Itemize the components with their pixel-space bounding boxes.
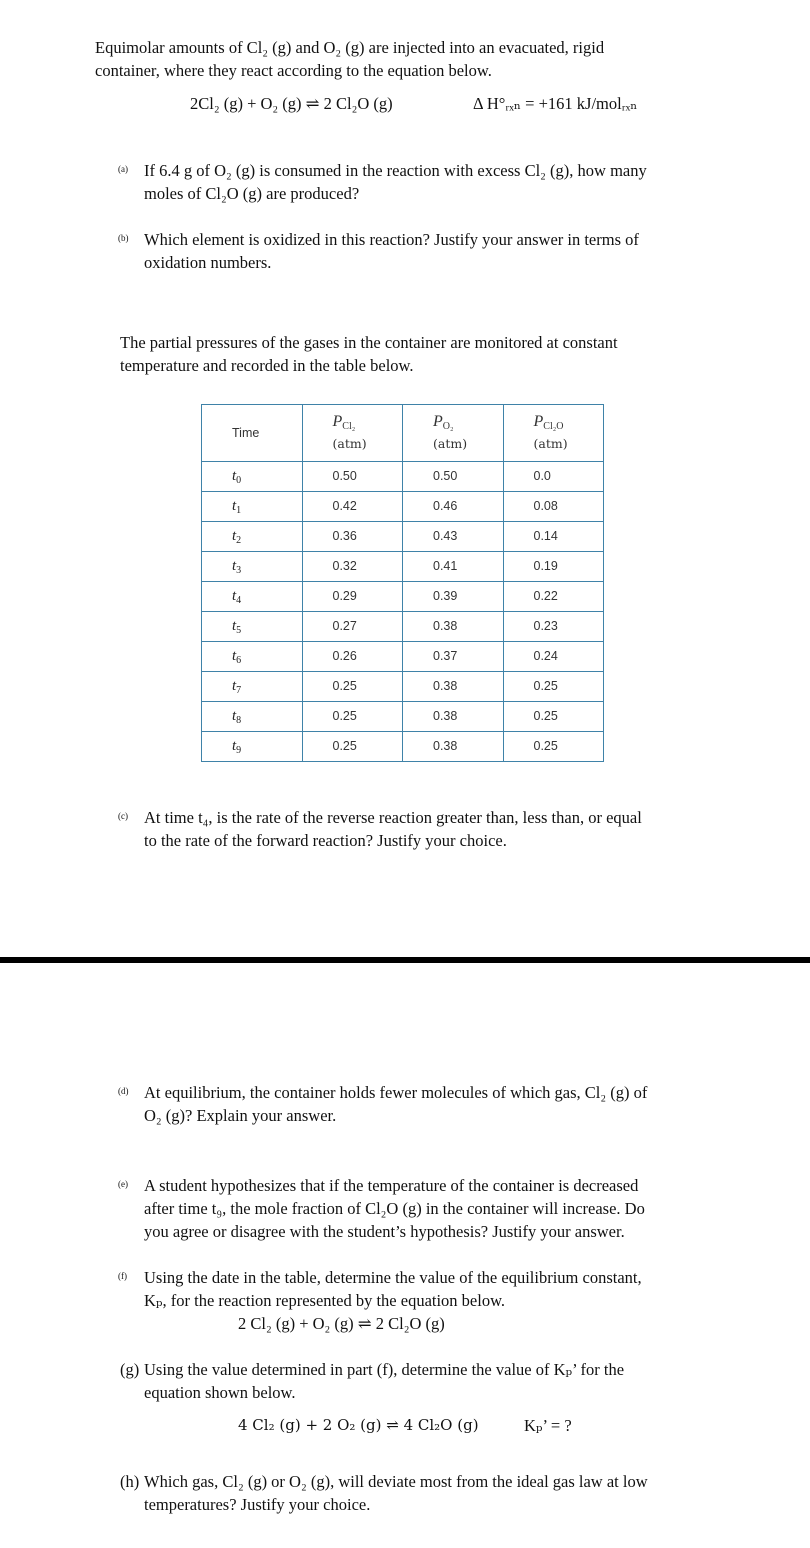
question-g-label: (g) bbox=[120, 1360, 140, 1379]
time-symbol: t bbox=[232, 588, 237, 604]
table-row bbox=[202, 732, 604, 762]
time-index: 6 bbox=[236, 655, 242, 666]
question-h bbox=[120, 1470, 720, 1516]
table-row bbox=[202, 552, 604, 582]
question-e bbox=[120, 1174, 720, 1243]
table-intro-line-2: temperature and recorded in the table below. bbox=[120, 356, 414, 375]
question-c-line-1: At time t₄, is the rate of the reverse reaction greater than, less than, or equal bbox=[144, 808, 642, 827]
question-f-line-1: Using the date in the table, determine the value of the equilibrium constant, bbox=[144, 1268, 642, 1287]
p-cl2-cell: 0.50 bbox=[302, 462, 403, 492]
question-g-line-2: equation shown below. bbox=[144, 1383, 296, 1402]
reaction-enthalpy: Δ H°ᵣₓₙ = +161 kJ/molᵣₓₙ bbox=[473, 94, 638, 113]
table-intro bbox=[120, 331, 740, 377]
time-cell bbox=[202, 672, 303, 702]
question-b-line-1: Which element is oxidized in this reaction? Justify your answer in terms of bbox=[144, 230, 639, 249]
time-cell bbox=[202, 702, 303, 732]
header-p-cl2o-symbol: P bbox=[533, 413, 544, 430]
time-index: 2 bbox=[236, 535, 242, 546]
p-o2-cell: 0.38 bbox=[403, 732, 504, 762]
question-e-line-2: after time t₉, the mole fraction of Cl₂O (g) in the container will increase. Do bbox=[144, 1199, 645, 1218]
header-p-o2-symbol: P bbox=[433, 413, 443, 430]
time-index: 8 bbox=[236, 715, 242, 726]
time-symbol: t bbox=[232, 708, 237, 724]
p-o2-cell: 0.46 bbox=[403, 492, 504, 522]
time-index: 9 bbox=[236, 745, 242, 756]
p-o2-cell: 0.39 bbox=[403, 582, 504, 612]
p-o2-cell: 0.43 bbox=[403, 522, 504, 552]
time-index: 5 bbox=[236, 625, 242, 636]
intro-paragraph bbox=[95, 36, 735, 82]
time-symbol: t bbox=[232, 678, 237, 694]
table-intro-line-1: The partial pressures of the gases in the container are monitored at constant bbox=[120, 333, 618, 352]
time-index: 3 bbox=[236, 565, 242, 576]
header-p-cl2o bbox=[503, 405, 604, 462]
partial-pressure-table bbox=[201, 404, 604, 762]
question-h-line-1: Which gas, Cl₂ (g) or O₂ (g), will deviate most from the ideal gas law at low bbox=[144, 1472, 648, 1491]
table-row bbox=[202, 702, 604, 732]
table-row bbox=[202, 612, 604, 642]
time-symbol: t bbox=[232, 618, 237, 634]
table-row bbox=[202, 462, 604, 492]
question-b-label: (b) bbox=[118, 233, 129, 243]
question-c bbox=[120, 806, 720, 852]
header-p-cl2o-sub: Cl₂O bbox=[543, 421, 564, 432]
time-cell bbox=[202, 612, 303, 642]
header-p-cl2 bbox=[302, 405, 403, 462]
question-d-line-2: O₂ (g)? Explain your answer. bbox=[144, 1106, 337, 1125]
question-a-line-1: If 6.4 g of O₂ (g) is consumed in the reaction with excess Cl₂ (g), how many bbox=[144, 161, 647, 180]
header-p-cl2-unit: (atm) bbox=[332, 436, 367, 451]
time-cell bbox=[202, 732, 303, 762]
time-symbol: t bbox=[232, 648, 237, 664]
table-row bbox=[202, 582, 604, 612]
time-symbol: t bbox=[232, 498, 237, 514]
time-cell bbox=[202, 522, 303, 552]
p-o2-cell: 0.38 bbox=[403, 672, 504, 702]
header-p-cl2-sub: Cl₂ bbox=[342, 421, 356, 432]
question-a-line-2: moles of Cl₂O (g) are produced? bbox=[144, 184, 360, 203]
p-o2-cell: 0.38 bbox=[403, 702, 504, 732]
table-row bbox=[202, 672, 604, 702]
time-symbol: t bbox=[232, 738, 237, 754]
p-cl2o-cell: 0.08 bbox=[503, 492, 604, 522]
p-cl2o-cell: 0.14 bbox=[503, 522, 604, 552]
question-f-equation: 2 Cl₂ (g) + O₂ (g) ⇌ 2 Cl₂O (g) bbox=[238, 1314, 445, 1333]
question-e-line-1: A student hypothesizes that if the temperature of the container is decreased bbox=[144, 1176, 639, 1195]
question-a bbox=[120, 159, 720, 205]
intro-line-2: container, where they react according to the equation below. bbox=[95, 61, 492, 80]
question-d-line-1: At equilibrium, the container holds fewer molecules of which gas, Cl₂ (g) of bbox=[144, 1083, 648, 1102]
p-cl2-cell: 0.32 bbox=[302, 552, 403, 582]
p-cl2o-cell: 0.25 bbox=[503, 672, 604, 702]
time-cell bbox=[202, 582, 303, 612]
intro-line-1: Equimolar amounts of Cl₂ (g) and O₂ (g) are injected into an evacuated, rigid bbox=[95, 38, 605, 57]
time-index: 1 bbox=[236, 505, 242, 516]
p-cl2-cell: 0.27 bbox=[302, 612, 403, 642]
question-e-line-3: you agree or disagree with the student’s hypothesis? Justify your answer. bbox=[144, 1222, 625, 1241]
question-f-line-2: Kₚ, for the reaction represented by the equation below. bbox=[144, 1291, 506, 1310]
p-cl2-cell: 0.25 bbox=[302, 732, 403, 762]
time-symbol: t bbox=[232, 468, 237, 484]
p-cl2-cell: 0.25 bbox=[302, 702, 403, 732]
table-header-row bbox=[202, 405, 604, 462]
p-cl2o-cell: 0.24 bbox=[503, 642, 604, 672]
p-cl2o-cell: 0.23 bbox=[503, 612, 604, 642]
question-e-label: (e) bbox=[118, 1179, 128, 1189]
p-o2-cell: 0.50 bbox=[403, 462, 504, 492]
question-h-label: (h) bbox=[120, 1472, 140, 1491]
section-divider bbox=[0, 957, 810, 963]
time-symbol: t bbox=[232, 558, 237, 574]
time-index: 7 bbox=[236, 685, 242, 696]
question-g bbox=[120, 1358, 720, 1404]
header-p-cl2o-unit: (atm) bbox=[533, 436, 568, 451]
question-f bbox=[120, 1266, 720, 1312]
header-p-o2-sub: O₂ bbox=[442, 421, 454, 432]
p-cl2o-cell: 0.0 bbox=[503, 462, 604, 492]
header-p-cl2-symbol: P bbox=[332, 413, 343, 430]
header-p-o2 bbox=[403, 405, 504, 462]
p-o2-cell: 0.41 bbox=[403, 552, 504, 582]
p-cl2o-cell: 0.19 bbox=[503, 552, 604, 582]
p-cl2-cell: 0.25 bbox=[302, 672, 403, 702]
time-index: 4 bbox=[236, 595, 242, 606]
table-body bbox=[202, 462, 604, 762]
question-h-line-2: temperatures? Justify your choice. bbox=[144, 1495, 371, 1514]
question-c-line-2: to the rate of the forward reaction? Justify your choice. bbox=[144, 831, 507, 850]
p-cl2-cell: 0.29 bbox=[302, 582, 403, 612]
question-d bbox=[120, 1081, 720, 1127]
table-row bbox=[202, 522, 604, 552]
question-f-label: (f) bbox=[118, 1271, 127, 1281]
question-g-equation: 4 Cl₂ (g) + 2 O₂ (g) ⇌ 4 Cl₂O (g) bbox=[238, 1416, 479, 1434]
p-cl2-cell: 0.36 bbox=[302, 522, 403, 552]
p-o2-cell: 0.38 bbox=[403, 612, 504, 642]
question-a-label: (a) bbox=[118, 164, 128, 174]
question-g-kp: Kₚ’ = ? bbox=[524, 1416, 572, 1435]
time-cell bbox=[202, 462, 303, 492]
time-index: 0 bbox=[236, 475, 242, 486]
table-row bbox=[202, 492, 604, 522]
p-cl2-cell: 0.26 bbox=[302, 642, 403, 672]
question-b bbox=[120, 228, 720, 274]
reaction-equation: 2Cl₂ (g) + O₂ (g) ⇌ 2 Cl₂O (g) bbox=[190, 94, 393, 113]
p-o2-cell: 0.37 bbox=[403, 642, 504, 672]
header-p-o2-unit: (atm) bbox=[433, 436, 468, 451]
question-c-label: (c) bbox=[118, 811, 128, 821]
time-cell bbox=[202, 492, 303, 522]
p-cl2o-cell: 0.22 bbox=[503, 582, 604, 612]
time-header: Time bbox=[202, 405, 303, 462]
p-cl2o-cell: 0.25 bbox=[503, 702, 604, 732]
time-symbol: t bbox=[232, 528, 237, 544]
table-row bbox=[202, 642, 604, 672]
time-cell bbox=[202, 552, 303, 582]
question-b-line-2: oxidation numbers. bbox=[144, 253, 272, 272]
question-g-line-1: Using the value determined in part (f), determine the value of Kₚ’ for the bbox=[144, 1360, 625, 1379]
question-d-label: (d) bbox=[118, 1086, 129, 1096]
time-cell bbox=[202, 642, 303, 672]
p-cl2o-cell: 0.25 bbox=[503, 732, 604, 762]
p-cl2-cell: 0.42 bbox=[302, 492, 403, 522]
